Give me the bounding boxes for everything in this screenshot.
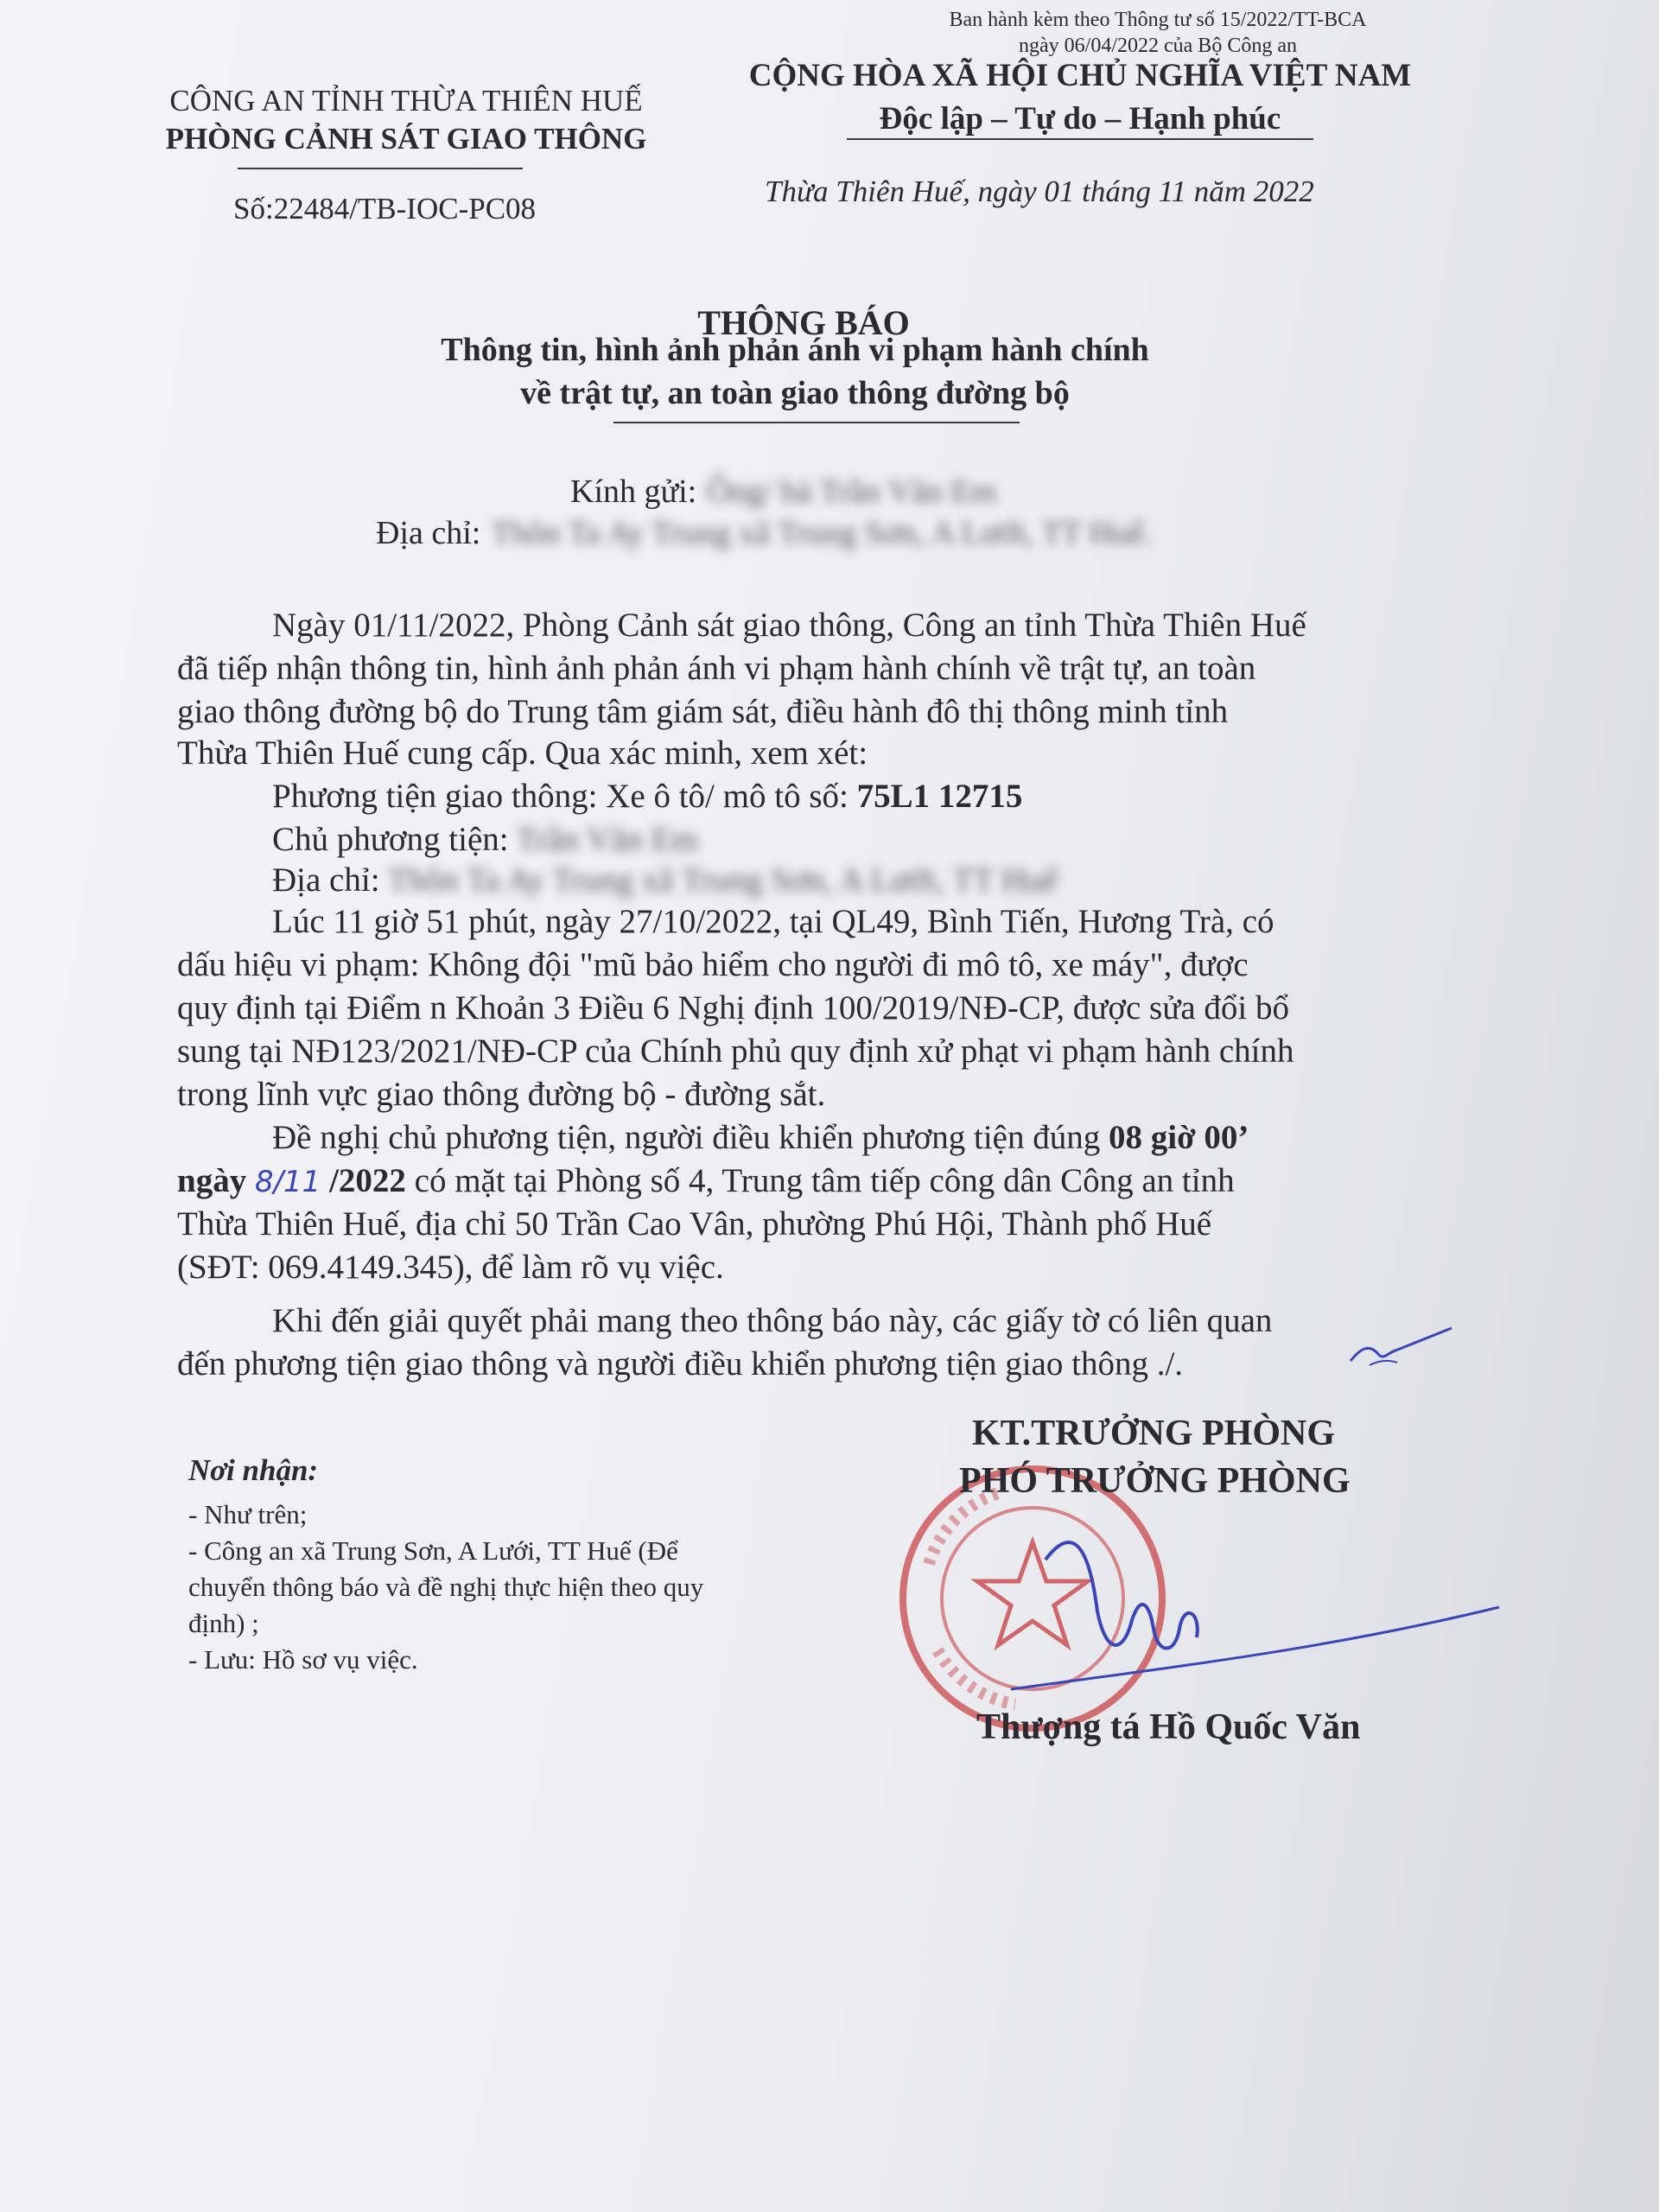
addressee	[570, 473, 996, 511]
document-number: Số:22484/TB-IOC-PC08	[233, 192, 537, 226]
handwritten-date: 8/11	[254, 1165, 321, 1199]
circular-reference	[890, 7, 1426, 59]
paragraph-2-line-4: sung tại NĐ123/2021/NĐ-CP của Chính phủ quy định xử phạt vi phạm hành chính	[177, 1033, 1294, 1070]
owner-name-redacted: Trần Văn Em	[516, 821, 698, 858]
summons-year: /2022	[329, 1162, 406, 1199]
paragraph-3-line-2	[177, 1160, 1235, 1203]
recipient-line-4: định) ;	[188, 1608, 259, 1638]
initials-scribble	[1344, 1318, 1456, 1378]
signature-title-1: KT.TRƯỞNG PHÒNG	[972, 1414, 1335, 1453]
summons-date-label: ngày	[177, 1162, 247, 1199]
document-subtitle-2: về trật tự, an toàn giao thông đường bộ	[520, 375, 1070, 411]
issue-date: Thừa Thiên Huế, ngày 01 tháng 11 năm 2022	[765, 175, 1314, 208]
vehicle-line	[272, 776, 1022, 817]
recipient-line-1: - Như trên;	[188, 1499, 308, 1529]
owner-line	[272, 819, 698, 860]
paragraph-3-line-3: Thừa Thiên Huế, địa chỉ 50 Trần Cao Vân, phường Phú Hội, Thành phố Huế	[177, 1205, 1212, 1243]
national-motto	[709, 54, 1452, 141]
paragraph-2-line-1: Lúc 11 giờ 51 phút, ngày 27/10/2022, tại QL49, Bình Tiến, Hương Trà, có	[272, 903, 1274, 940]
recipient-line-2: - Công an xã Trung Sơn, A Lưới, TT Huế (Để	[188, 1535, 678, 1566]
paragraph-4-line-2: đến phương tiện giao thông và người điều khiển phương tiện giao thông ./.	[177, 1345, 1184, 1382]
summons-text: Đề nghị chủ phương tiện, người điều khiển phương tiện đúng	[272, 1119, 1101, 1156]
paragraph-2-line-2: dấu hiệu vi phạm: Không đội "mũ bảo hiểm cho người đi mô tô, xe máy", được	[177, 946, 1249, 983]
summons-location: có mặt tại Phòng số 4, Trung tâm tiếp công dân Công an tỉnh	[414, 1162, 1235, 1199]
agency-underline	[238, 168, 523, 169]
paragraph-3-line-4: (SĐT: 069.4149.345), để làm rõ vụ việc.	[177, 1249, 724, 1286]
agency-line-1: CÔNG AN TỈNH THỪA THIÊN HUẾ	[169, 84, 643, 118]
addressee-label: Kính gửi:	[570, 474, 697, 510]
signer-name: Thượng tá Hồ Quốc Văn	[976, 1707, 1361, 1747]
paragraph-4-line-1: Khi đến giải quyết phải mang theo thông báo này, các giấy tờ có liên quan	[272, 1302, 1273, 1339]
document-title: THÔNG BÁO	[697, 303, 910, 342]
owner-address-redacted: Thôn Ta Ay Trung xã Trung Sơn, A Lưới, TT Huế	[387, 861, 1058, 899]
summons-time: 08 giờ 00’	[1109, 1119, 1249, 1156]
subtitle-underline	[613, 422, 1020, 423]
license-plate: 75L1 12715	[856, 778, 1023, 815]
paragraph-1-line-2: đã tiếp nhận thông tin, hình ảnh phản ánh vi phạm hành chính về trật tự, an toàn	[177, 650, 1256, 687]
paragraph-2-line-3: quy định tại Điểm n Khoản 3 Điều 6 Nghị định 100/2019/NĐ-CP, được sửa đổi bổ	[177, 989, 1289, 1027]
paragraph-1-line-1: Ngày 01/11/2022, Phòng Cảnh sát giao thông, Công an tỉnh Thừa Thiên Huế	[272, 607, 1306, 644]
issuing-agency	[130, 82, 683, 158]
signature-title-2: PHÓ TRƯỞNG PHÒNG	[959, 1461, 1351, 1501]
owner-address-line	[272, 860, 1058, 900]
paragraph-2-line-5: trong lĩnh vực giao thông đường bộ - đường sắt.	[177, 1076, 826, 1113]
agency-line-2: PHÒNG CẢNH SÁT GIAO THÔNG	[165, 122, 647, 156]
addressee-name-redacted: Ông/ bà Trần Văn Em	[707, 474, 997, 510]
recipients-title: Nơi nhận:	[188, 1453, 319, 1487]
circular-line-2: ngày 06/04/2022 của Bộ Công an	[1019, 35, 1297, 57]
recipient-line-5: - Lưu: Hồ sơ vụ việc.	[188, 1644, 418, 1675]
motto-underline	[847, 138, 1313, 140]
paragraph-1-line-3: giao thông đường bộ do Trung tâm giám sát, điều hành đô thị thông minh tỉnh	[177, 693, 1229, 730]
handwritten-signature	[994, 1508, 1512, 1715]
owner-label: Chủ phương tiện:	[272, 821, 509, 858]
document-subtitle-1: Thông tin, hình ảnh phản ánh vi phạm hành chính	[441, 332, 1149, 368]
recipient-line-3: chuyển thông báo và đề nghị thực hiện theo quy	[188, 1572, 704, 1602]
owner-address-label: Địa chỉ:	[272, 861, 380, 899]
paragraph-1-line-4: Thừa Thiên Huế cung cấp. Qua xác minh, xem xét:	[177, 734, 868, 772]
republic-line-2: Độc lập – Tự do – Hạnh phúc	[879, 101, 1281, 137]
vehicle-label: Phương tiện giao thông: Xe ô tô/ mô tô số:	[272, 778, 849, 815]
paragraph-3-line-1	[272, 1117, 1249, 1158]
address-value-redacted: Thôn Ta Ay Trung xã Trung Sơn, A Lưới, TT Huế.	[491, 515, 1153, 551]
circular-line-1: Ban hành kèm theo Thông tư số 15/2022/TT-BCA	[949, 9, 1367, 31]
republic-line-1: CỘNG HÒA XÃ HỘI CHỦ NGHĨA VIỆT NAM	[748, 58, 1412, 93]
addressee-address	[376, 514, 1153, 552]
address-label: Địa chỉ:	[376, 515, 481, 551]
